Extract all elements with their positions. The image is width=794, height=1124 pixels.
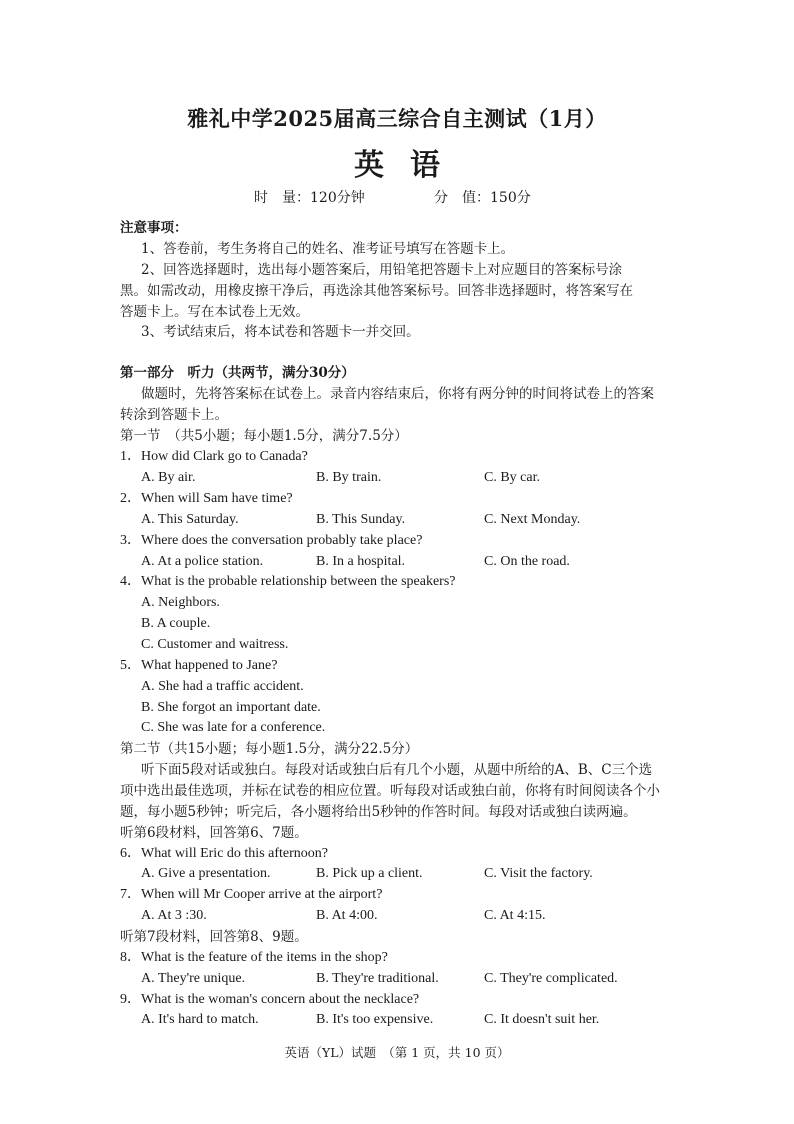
q7-option-b: B. At 4:00.	[316, 908, 378, 923]
q8-option-b: B. They're traditional.	[316, 971, 439, 986]
question-3: 3．Where does the conversation probably take place?	[120, 533, 423, 548]
question-8: 8．What is the feature of the items in the shop?	[120, 950, 388, 965]
q8-option-a: A. They're unique.	[141, 971, 246, 986]
time-limit: 时 量：120分钟	[254, 190, 365, 206]
q2-option-b: B. This Sunday.	[316, 512, 406, 527]
question-5: 5．What happened to Jane?	[120, 658, 278, 673]
question-2: 2．When will Sam have time?	[120, 491, 293, 506]
question-4: 4．What is the probable relationship between the speakers?	[120, 574, 456, 589]
q8-option-c: C. They're complicated.	[484, 971, 618, 986]
question-7: 7．When will Mr Cooper arrive at the airport?	[120, 887, 383, 902]
q5-option-a: A. She had a traffic accident.	[141, 679, 304, 694]
q1-option-a: A. By air.	[141, 470, 196, 485]
q4-option-c: C. Customer and waitress.	[141, 637, 289, 652]
q3-option-a: A. At a police station.	[141, 554, 264, 569]
notes-heading: 注意事项：	[120, 220, 188, 236]
question-9: 9．What is the woman's concern about the necklace?	[120, 992, 420, 1007]
q1-option-b: B. By train.	[316, 470, 382, 485]
section1-heading: 第一节 （共5小题；每小题1.5分，满分7.5分）	[120, 428, 408, 444]
note-2a: 2、回答选择题时，选出每小题答案后，用铅笔把答题卡上对应题目的答案标号涂	[141, 262, 623, 278]
q4-option-a: A. Neighbors.	[141, 595, 220, 610]
section2-intro-a: 听下面5段对话或独白。每段对话或独白后有几个小题，从题中所给的A、B、C三个选	[141, 762, 653, 778]
part1-intro-b: 转涂到答题卡上。	[120, 407, 228, 423]
q2-option-a: A. This Saturday.	[141, 512, 239, 527]
note-1: 1、答卷前，考生务将自己的姓名、准考证号填写在答题卡上。	[141, 241, 515, 257]
q4-option-b: B. A couple.	[141, 616, 211, 631]
q7-option-a: A. At 3 :30.	[141, 908, 207, 923]
total-score: 分 值：150分	[434, 190, 531, 206]
q3-option-b: B. In a hospital.	[316, 554, 406, 569]
q6-option-b: B. Pick up a client.	[316, 866, 423, 881]
part1-heading: 第一部分 听力（共两节，满分30分）	[120, 365, 355, 381]
section2-heading: 第二节（共15小题；每小题1.5分，满分22.5分）	[120, 741, 419, 757]
q9-option-c: C. It doesn't suit her.	[484, 1012, 600, 1027]
note-2c: 答题卡上。写在本试卷上无效。	[120, 304, 309, 320]
section2-intro-c: 题，每小题5秒钟；听完后，各小题将给出5秒钟的作答时间。每段对话或独白读两遍。	[120, 804, 637, 820]
question-6: 6．What will Eric do this afternoon?	[120, 846, 328, 861]
q2-option-c: C. Next Monday.	[484, 512, 581, 527]
section2-intro-b: 项中选出最佳选项，并标在试卷的相应位置。听每段对话或独白前，你将有时间阅读各个小	[120, 783, 660, 799]
part1-intro-a: 做题时，先将答案标在试卷上。录音内容结束后，你将有两分钟的时间将试卷上的答案	[141, 386, 654, 402]
note-3: 3、考试结束后，将本试卷和答题卡一并交回。	[141, 324, 420, 340]
q7-option-c: C. At 4:15.	[484, 908, 546, 923]
exam-title: 雅礼中学2025届高三综合自主测试（1月）	[187, 106, 607, 131]
page-footer: 英语（YL）试题 （第 1 页，共 10 页）	[284, 1045, 510, 1060]
note-2b: 黑。如需改动，用橡皮擦干净后，再选涂其他答案标号。回答非选择题时，将答案写在	[120, 283, 633, 299]
q6-option-a: A. Give a presentation.	[141, 866, 271, 881]
material-6-note: 听第6段材料，回答第6、7题。	[120, 825, 308, 841]
subject-title: 英语	[354, 148, 466, 183]
material-7-note: 听第7段材料，回答第8、9题。	[120, 929, 308, 945]
q9-option-a: A. It's hard to match.	[141, 1012, 259, 1027]
q3-option-c: C. On the road.	[484, 554, 570, 569]
q9-option-b: B. It's too expensive.	[316, 1012, 434, 1027]
q5-option-b: B. She forgot an important date.	[141, 700, 321, 715]
q1-option-c: C. By car.	[484, 470, 540, 485]
q5-option-c: C. She was late for a conference.	[141, 720, 326, 735]
question-1: 1．How did Clark go to Canada?	[120, 449, 308, 464]
q6-option-c: C. Visit the factory.	[484, 866, 593, 881]
